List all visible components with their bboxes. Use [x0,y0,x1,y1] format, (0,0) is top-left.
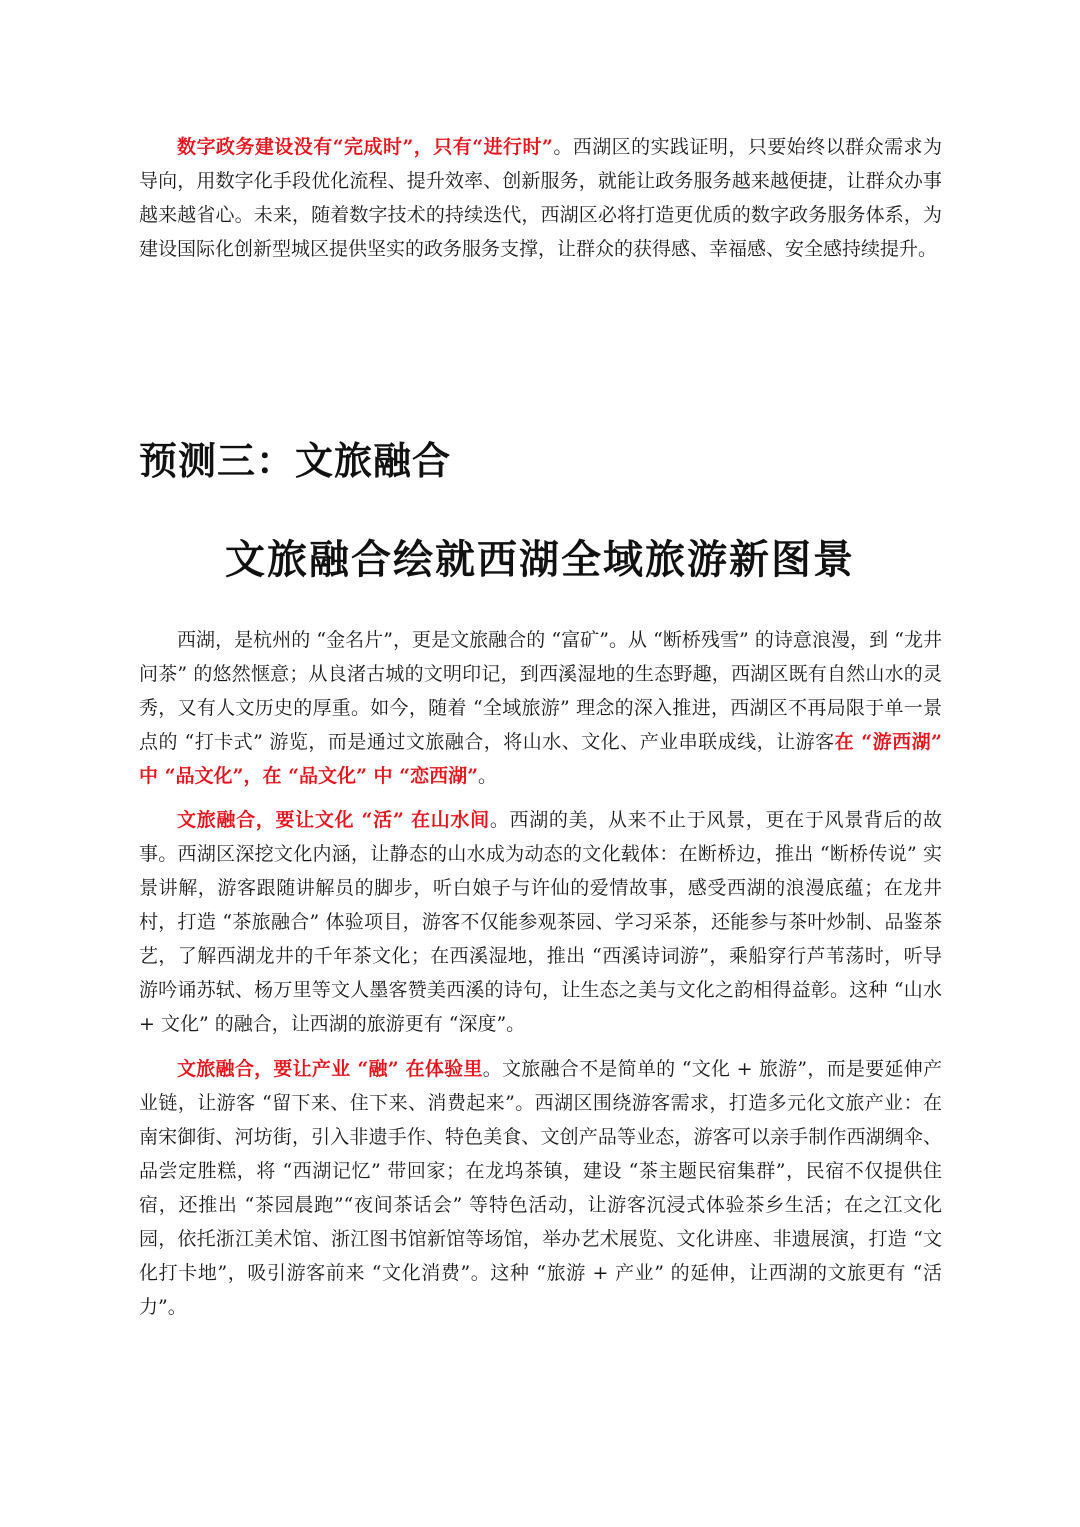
intro-body-text: 。西湖区的实践证明，只要始终以群众需求为导向，用数字化手段优化流程、提升效率、创新服务，就能让政务服务越来越便捷，让群众办事越来越省心。未来，随着数字技术的持续迭代，西湖区必将打造更优质的数字政务服务体系，为建设国际化创新型城区提供坚实的政务服务支撑，让群众的获得感、幸福感、安全感持续提升。 [139,136,942,260]
article-title: 文旅融合绘就西湖全域旅游新图景 [225,537,855,583]
paragraph-1-highlight: 在 “游西湖” 中 “品文化”，在 “品文化” 中 “恋西湖” [139,731,942,787]
paragraph-3-body: 。文旅融合不是简单的 “文化 + 旅游”，而是要延伸产业链，让游客 “留下来、住下来、消费起来”。西湖区围绕游客需求，打造多元化文旅产业：在南宋御街、河坊街，引入非遗手作、特色美食、文创产品等业态，游客可以亲手制作西湖绸伞、品尝定胜糕，将 “西湖记忆” 带回家；在龙坞茶镇，建设 “茶主题民宿集群”，民宿不仅提供住宿，还推出 “茶园晨跑”“夜间茶话会” 等特色活动，让游客沉浸式体验茶乡生活；在之江文化园，依托浙江美术馆、浙江图书馆新馆等场馆，举办艺术展览、文化讲座、非遗展演，打造 “文化打卡地”，吸引游客前来 “文化消费”。这种 “旅游 + 产业” 的延伸，让西湖的文旅更有 “活力”。 [139,1058,942,1318]
section-heading: 预测三：文旅融合 [139,439,452,483]
paragraph-1-tail: 。 [478,765,498,787]
paragraph-3-lead-highlight: 文旅融合，要让产业 “融” 在体验里 [177,1058,483,1080]
paragraph-1-body: 西湖，是杭州的 “金名片”，更是文旅融合的 “富矿”。从 “断桥残雪” 的诗意浪漫，到 “龙井问茶” 的悠然惬意；从良渚古城的文明印记，到西溪湿地的生态野趣，西湖区既有自然山水的灵秀，又有人文历史的厚重。如今，随着 “全域旅游” 理念的深入推进，西湖区不再局限于单一景点的 “打卡式” 游览，而是通过文旅融合，将山水、文化、产业串联成线，让游客 [139,629,942,753]
paragraph-1 [139,623,942,793]
paragraph-2-body: 。西湖的美，从来不止于风景，更在于风景背后的故事。西湖区深挖文化内涵，让静态的山水成为动态的文化载体：在断桥边，推出 “断桥传说” 实景讲解，游客跟随讲解员的脚步，听白娘子与许仙的爱情故事，感受西湖的浪漫底蕴；在龙井村，打造 “茶旅融合” 体验项目，游客不仅能参观茶园、学习采茶，还能参与茶叶炒制、品鉴茶艺，了解西湖龙井的千年茶文化；在西溪湿地，推出 “西溪诗词游”，乘船穿行芦苇荡时，听导游吟诵苏轼、杨万里等文人墨客赞美西溪的诗句，让生态之美与文化之韵相得益彰。这种 “山水 + 文化” 的融合，让西湖的旅游更有 “深度”。 [139,809,942,1035]
intro-paragraph [139,130,942,266]
paragraph-3 [139,1052,942,1324]
intro-lead-highlight: 数字政务建设没有“完成时”，只有“进行时” [177,136,553,158]
paragraph-2 [139,803,942,1041]
paragraph-2-lead-highlight: 文旅融合，要让文化 “活” 在山水间 [177,809,490,831]
